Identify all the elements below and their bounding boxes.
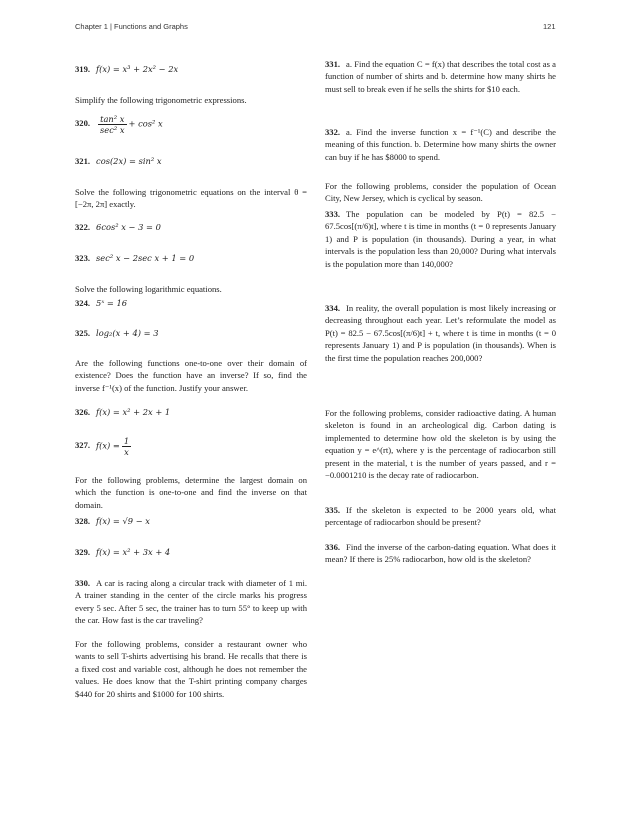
problem-number: 336. [325, 542, 341, 552]
problem-lhs: f(x) = [96, 440, 120, 451]
problem-335 [325, 504, 556, 529]
problem-321 [75, 155, 307, 167]
problem-328 [75, 515, 307, 527]
problem-text: The population can be modeled by P(t) = 82.5 − 67.5cos[(π/6)t], where t is time in months (t = 0 represents January 1) and P is population (in thousands). During a year, in what intervals is the population less than 20,000? During what intervals is the population more than 140,000? [325, 209, 556, 269]
intro-log: Solve the following logarithmic equations. [75, 284, 222, 294]
problem-number: 326. [75, 407, 91, 417]
fraction-numerator: 1 [123, 436, 130, 446]
problem-322 [75, 221, 307, 233]
problem-325 [75, 327, 307, 339]
problem-number: 323. [75, 253, 91, 263]
problem-334 [325, 302, 556, 364]
problem-text: A car is racing along a circular track with diameter of 1 mi. A trainer standing in the center of the circle marks his progress every 5 sec. After 5 sec, the trainer has to turn 55° to keep up with the car. How fast is the car traveling? [75, 578, 307, 626]
fraction-numerator: tan² x [98, 114, 126, 125]
problem-equation: f(x) = √9 − x [96, 516, 150, 526]
problem-319 [75, 63, 307, 75]
problem-332 [325, 126, 556, 163]
problem-text: a. Find the equation C = f(x) that describes the total cost as a function of number of shirts and b. determine how many shirts he must sell to break even if he sells the shirts for $10 each. [325, 59, 556, 94]
problem-text: Find the inverse of the carbon-dating equation. What does it mean? If there is 25% radiocarbon, how old is the skeleton? [325, 542, 556, 565]
problem-text: If the skeleton is expected to be 2000 years old, what percentage of radiocarbon should be present? [325, 505, 556, 528]
problem-327 [75, 436, 307, 457]
problem-number: 334. [325, 303, 341, 313]
problem-number: 333. [325, 209, 341, 219]
problem-equation: sec² x − 2sec x + 1 = 0 [96, 253, 195, 263]
problem-number: 329. [75, 547, 91, 557]
fraction [98, 114, 126, 135]
problem-326 [75, 406, 307, 418]
problem-equation: f(x) = x² + 3x + 4 [96, 547, 171, 557]
problem-number: 320. [75, 118, 91, 129]
problem-equation: 5ˣ = 16 [96, 298, 128, 308]
fraction-denominator: x [124, 447, 129, 457]
intro-radioactive: For the following problems, consider radioactive dating. A human skeleton is found in an archeological dig. Carbon dating is implemented to determine how old the skeleton is by using the equation y = e^(rt), where y is the percentage of radiocarbon still present in the material, t is the number of years passed, and r = −0.0001210 is the decay rate of radiocarbon. [325, 408, 556, 481]
problem-320 [75, 114, 307, 135]
fraction [122, 436, 131, 457]
intro-restaurant: For the following problems, consider a restaurant owner who wants to sell T-shirts advertising his brand. He recalls that there is a fixed cost and variable cost, although he does not remember the values. He does know that the T-shirt printing company charges $440 for 20 shirts and $1000 for 100 shirts. [75, 639, 307, 699]
problem-text: In reality, the overall population is most likely increasing or decreasing throughout each year. Let’s reformulate the model as P(t) = 82.5 − 67.5cos[(π/6)t] + t, where t is time in months (t = 0 represents January 1) and P is population (in thousands). When is the first time the population reaches 200,000? [325, 303, 556, 363]
problem-329 [75, 546, 307, 558]
problem-number: 322. [75, 222, 91, 232]
problem-equation: f(x) = x³ + 2x² − 2x [96, 64, 179, 74]
problem-number: 324. [75, 298, 91, 308]
problem-expression-rest: + cos² x [128, 118, 163, 129]
problem-text: a. Find the inverse function x = f⁻¹(C) and describe the meaning of this function. b. Determine how many shirts the owner can buy if he has $8000 to spend. [325, 127, 556, 162]
problem-number: 332. [325, 127, 341, 137]
problem-equation: f(x) = x² + 2x + 1 [96, 407, 171, 417]
problem-number: 331. [325, 59, 341, 69]
intro-domain: For the following problems, determine the largest domain on which the function is one-to-one and find the inverse on that domain. [75, 475, 307, 510]
problem-number: 330. [75, 578, 91, 588]
intro-trig-simplify: Simplify the following trigonometric expressions. [75, 95, 247, 105]
intro-one-to-one: Are the following functions one-to-one over their domain of existence? Does the function have an inverse? If so, find the inverse f⁻¹(x) of the function. Justify your answer. [75, 358, 307, 393]
problem-330 [75, 577, 307, 627]
problem-331 [325, 58, 556, 95]
problem-equation: log₂(x + 4) = 3 [96, 328, 159, 338]
problem-equation: 6cos² x − 3 = 0 [96, 222, 161, 232]
problem-324 [75, 297, 307, 309]
problem-number: 327. [75, 440, 91, 451]
problem-number: 319. [75, 64, 91, 74]
problem-336 [325, 541, 556, 566]
fraction-denominator: sec² x [100, 125, 125, 135]
intro-trig-solve: Solve the following trigonometric equations on the interval θ = [−2π, 2π] exactly. [75, 187, 307, 210]
problem-333 [325, 208, 556, 270]
intro-population: For the following problems, consider the population of Ocean City, New Jersey, which is cyclical by season. [325, 181, 556, 204]
page-number: 121 [543, 22, 556, 31]
problem-number: 328. [75, 516, 91, 526]
problem-number: 321. [75, 156, 91, 166]
problem-equation: cos(2x) = sin² x [96, 156, 162, 166]
problem-number: 335. [325, 505, 341, 515]
chapter-header: Chapter 1 | Functions and Graphs [75, 22, 188, 31]
problem-323 [75, 252, 307, 264]
problem-number: 325. [75, 328, 91, 338]
